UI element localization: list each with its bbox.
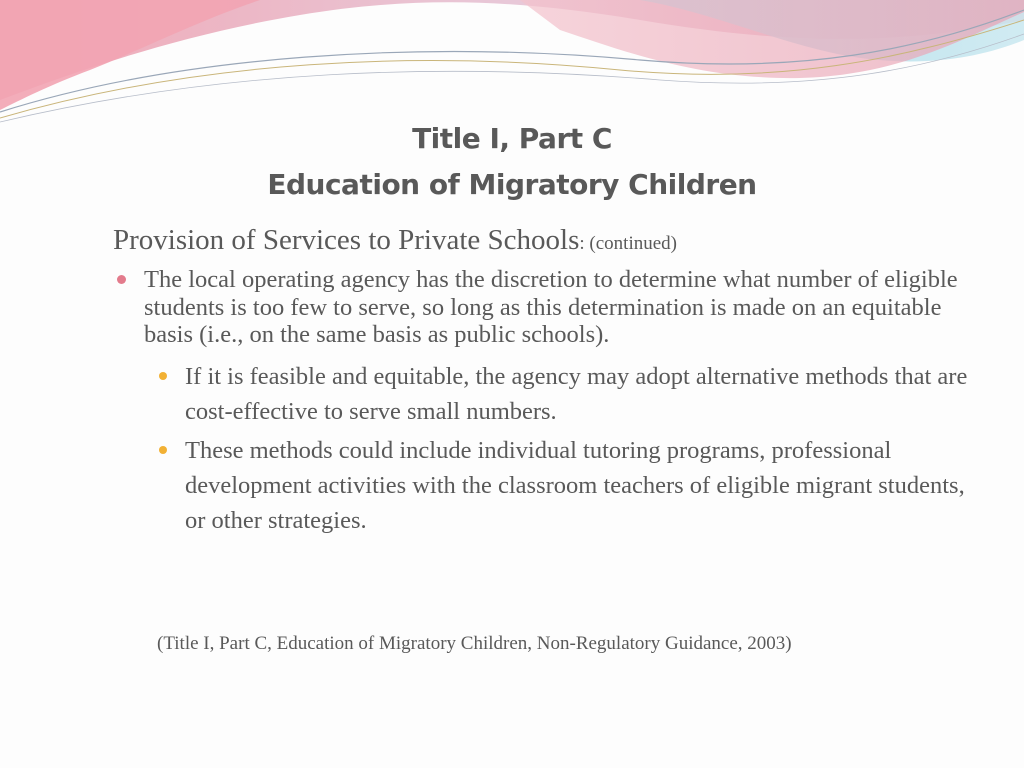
sub-bullet-item (113, 359, 985, 429)
title-line-1: Title I, Part C (412, 122, 612, 155)
section-heading-text: Provision of Services to Private Schools (113, 224, 580, 256)
slide-body (113, 222, 983, 542)
sub-bullet-text: These methods could include individual tutoring programs, professional development activities with the classroom teachers of eligible migrant students, or other strategies. (185, 436, 965, 534)
title-line-2: Education of Migratory Children (267, 168, 757, 201)
sub-bullet-list (113, 359, 983, 538)
sub-bullet-dot-icon (159, 446, 167, 454)
citation: (Title I, Part C, Education of Migratory Children, Non-Regulatory Guidance, 2003) (157, 633, 792, 654)
sub-bullet-dot-icon (159, 372, 167, 380)
wave-layer-right (520, 0, 1024, 78)
sub-bullet-item (113, 433, 985, 538)
sub-bullet-text: If it is feasible and equitable, the agency may adopt alternative methods that are cost-effective to serve small numbers. (185, 362, 968, 425)
section-heading (113, 222, 983, 262)
bullet-text: The local operating agency has the discretion to determine what number of eligible students is too few to serve, so long as this determination is made on an equitable basis (i.e., on the same basis as public schools). (144, 266, 958, 348)
section-heading-suffix: : (continued) (579, 233, 677, 254)
slide-title (0, 116, 1024, 208)
decorative-wave-banner (0, 0, 1024, 130)
bullet-dot-icon (117, 275, 126, 284)
bullet-item (113, 266, 964, 349)
